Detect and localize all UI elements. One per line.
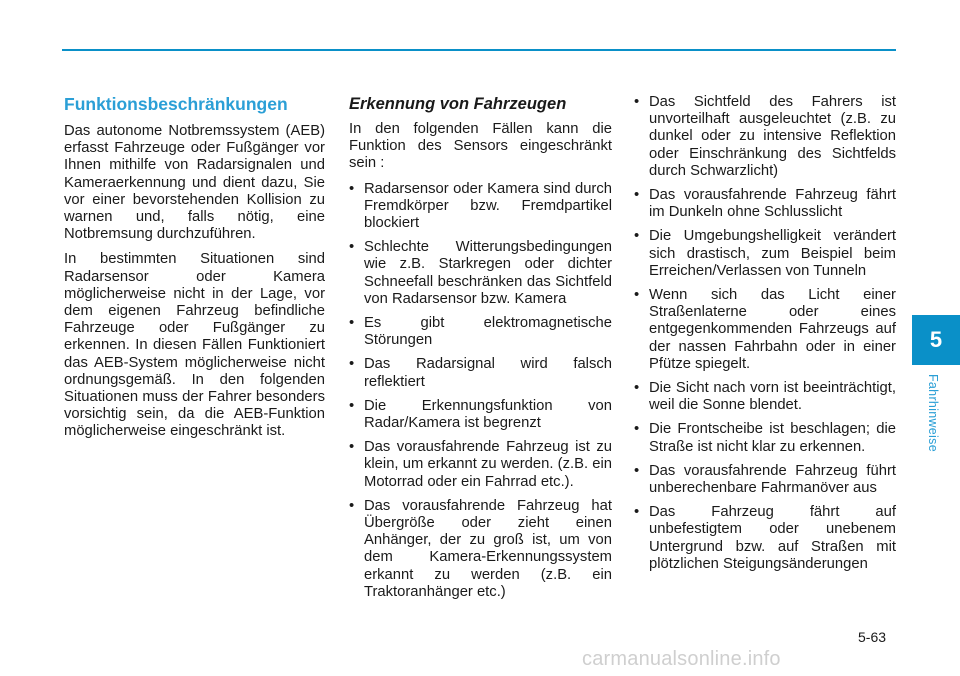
intro-paragraph: In den folgenden Fällen kann die Funktion des Sensors eingeschränkt sein :: [349, 121, 612, 172]
list-item: • Das Fahrzeug fährt auf unbefestigtem oder unebenem Untergrund bzw. auf Straßen mit plötzlichen Steigungsänderungen: [634, 504, 896, 573]
bullet-list: [349, 181, 612, 601]
watermark: carmanualsonline.info: [582, 648, 781, 670]
bullet-list: [634, 94, 896, 573]
list-item: • Das Radarsignal wird falsch reflektiert: [349, 356, 612, 390]
list-item: • Das Sichtfeld des Fahrers ist unvorteilhaft ausgeleuchtet (z.B. zu dunkel oder zu intensive Reflektion oder Einschränkung des Sichtfelds durch Schwarzlicht): [634, 94, 896, 180]
top-rule: [62, 49, 896, 51]
list-item: • Wenn sich das Licht einer Straßenlaterne oder eines entgegenkommenden Fahrzeugs auf der nassen Fahrbahn oder in einer Pfütze spiegelt.: [634, 287, 896, 373]
chapter-label: Fahrhinweise: [926, 374, 940, 452]
list-item: • Die Erkennungsfunktion von Radar/Kamera ist begrenzt: [349, 398, 612, 432]
list-item: • Die Umgebungshelligkeit verändert sich drastisch, zum Beispiel beim Erreichen/Verlassen von Tunneln: [634, 228, 896, 280]
list-item: • Die Sicht nach vorn ist beeinträchtigt, weil die Sonne blendet.: [634, 380, 896, 414]
list-item: • Das vorausfahrende Fahrzeug führt unberechenbare Fahrmanöver aus: [634, 463, 896, 497]
subsection-heading: Erkennung von Fahrzeugen: [349, 95, 567, 113]
page-number: 5-63: [858, 629, 887, 645]
list-item: • Die Frontscheibe ist beschlagen; die Straße ist nicht klar zu erkennen.: [634, 421, 896, 455]
section-heading: Funktionsbeschränkungen: [64, 94, 288, 114]
list-item: • Das vorausfahrende Fahrzeug hat Übergröße oder zieht einen Anhänger, der zu groß ist, um von dem Kamera-Erkennungssystem erkannt zu werden (z.B. ein Traktoranhänger etc.): [349, 498, 612, 601]
list-item: • Radarsensor oder Kamera sind durch Fremdkörper bzw. Fremdpartikel blockiert: [349, 181, 612, 233]
column-left: [64, 94, 325, 449]
list-item: • Schlechte Witterungsbedingungen wie z.B. Starkregen oder dichter Schneefall beschränken das Sichtfeld von Radarsensor bzw. Kamera: [349, 239, 612, 308]
list-item: • Das vorausfahrende Fahrzeug fährt im Dunkeln ohne Schlusslicht: [634, 187, 896, 221]
column-right: [634, 94, 896, 580]
chapter-tab: 5: [912, 315, 960, 365]
list-item: • Es gibt elektromagnetische Störungen: [349, 315, 612, 349]
list-item: • Das vorausfahrende Fahrzeug ist zu klein, um erkannt zu werden. (z.B. ein Motorrad oder ein Fahrrad etc.).: [349, 439, 612, 491]
paragraph: In bestimmten Situationen sind Radarsensor oder Kamera möglicherweise nicht in der Lage, vor dem eigenen Fahrzeug befindliche Fahrzeuge oder Fußgänger zu erkennen. In diesen Fällen Funktioniert das AEB-System möglicherweise nicht ordnungsgemäß. In den folgenden Situationen muss der Fahrer besonders vorsichtig sein, da die AEB-Funktion möglicherweise eingeschränkt ist.: [64, 251, 325, 440]
paragraph: Das autonome Notbremssystem (AEB) erfasst Fahrzeuge oder Fußgänger vor Ihnen mithilfe von Radarsignalen und Kameraerkennung und dient dazu, Sie vor einer bevorstehenden Kollision zu warnen und, falls nötig, eine Notbremsung durchzuführen.: [64, 123, 325, 243]
column-middle: [349, 94, 612, 608]
